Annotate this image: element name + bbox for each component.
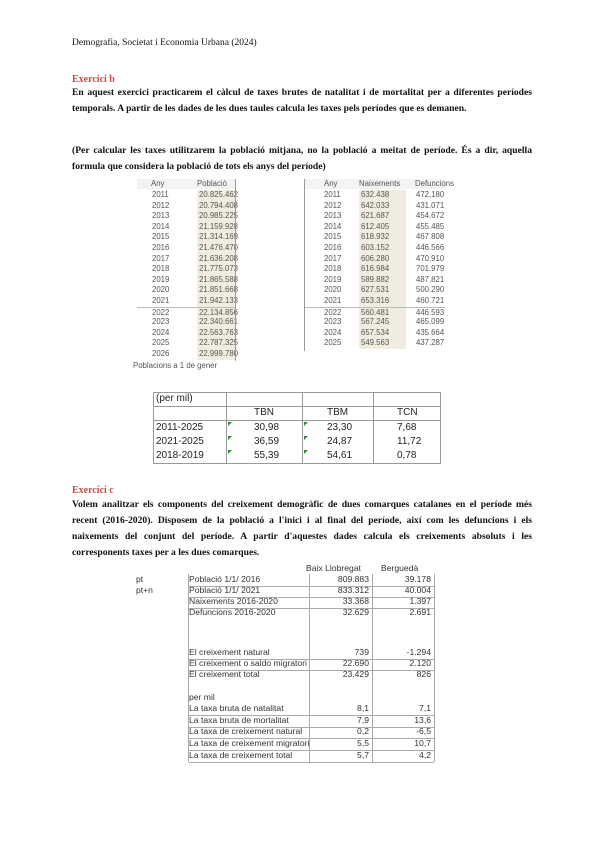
cell-flag-icon	[228, 436, 232, 440]
population-row	[137, 190, 239, 201]
header-tcn: TCN	[397, 407, 418, 418]
vital-row	[304, 338, 446, 349]
deaths-value: 446.566	[416, 243, 445, 252]
deaths-value: 437.287	[416, 338, 445, 348]
exercise-b-title: Exercici b	[72, 74, 115, 85]
births-value: 642.033	[359, 201, 406, 212]
population-value: 20.985.225	[199, 211, 239, 221]
value-bergueda: 39.178	[404, 574, 431, 584]
value-bergueda: 40.004	[404, 585, 431, 595]
row-label: El creixement o saldo migratori	[189, 658, 307, 668]
vital-year: 2016	[324, 243, 342, 252]
population-year: 2023	[152, 317, 170, 327]
rates-value: 36,59	[254, 436, 280, 447]
deaths-value: 455.485	[416, 221, 445, 231]
vital-row	[304, 275, 446, 286]
row-label: El creixement natural	[189, 647, 270, 657]
rates-unit: (per mil)	[156, 393, 193, 404]
deaths-value: 446.593	[416, 307, 445, 317]
population-year: 2015	[152, 232, 170, 242]
column-divider	[372, 574, 373, 762]
rates-table	[153, 392, 441, 464]
population-row	[137, 349, 239, 360]
header-tbm: TBM	[327, 407, 349, 418]
row-label: Naixements 2016-2020	[189, 596, 278, 606]
population-value: 21.159.928	[199, 221, 239, 231]
population-year: 2014	[152, 221, 170, 231]
births-value: 657.534	[359, 328, 406, 339]
deaths-value: 467.808	[416, 232, 445, 242]
exercise-b-paragraph-1: En aquest exercici practicarem el càlcul de taxes brutes de natalitat i de mortalitat per a diferentes períodes temporals. A partir de les dades de les dues taules calcula les taxes pels períodes que es demanen.	[72, 87, 532, 114]
row-label: La taxa de creixement total	[189, 750, 293, 760]
population-value: 22.563.763	[199, 327, 239, 337]
population-value: 22.340.661	[199, 317, 239, 327]
population-value: 20.794.408	[199, 200, 239, 210]
row-key: pt+n	[136, 585, 153, 595]
cell-flag-icon	[304, 422, 308, 426]
rates-value: 30,98	[254, 422, 280, 433]
deaths-value: 460.721	[416, 296, 445, 305]
value-bergueda: 1.397	[409, 596, 431, 606]
rates-value: 23,30	[327, 422, 353, 433]
births-value: 612.405	[359, 222, 406, 233]
value-bergueda: -1.294	[406, 647, 431, 657]
row-key: pt	[136, 574, 144, 584]
population-value: 21.851.668	[199, 285, 239, 295]
value-bergueda: 13,6	[414, 715, 431, 725]
population-value: 20.825.462	[199, 190, 239, 199]
row-label: La taxa bruta de natalitat	[189, 703, 284, 713]
population-row	[137, 243, 239, 254]
births-value: 616.984	[359, 264, 406, 275]
row-label: La taxa de creixement migratori	[189, 738, 310, 748]
value-baix-llobregat: 22.690	[342, 658, 369, 668]
vital-row	[304, 232, 446, 243]
value-baix-llobregat: 809.883	[337, 574, 369, 584]
deaths-value: 487.821	[416, 274, 445, 284]
value-bergueda: -6,5	[416, 726, 431, 736]
vital-row	[304, 296, 446, 307]
vital-row	[304, 211, 446, 222]
value-baix-llobregat: 833.312	[337, 585, 369, 595]
vital-year: 2025	[324, 338, 342, 348]
population-year: 2021	[152, 296, 170, 305]
population-value: 21.314.169	[199, 232, 239, 242]
population-row	[137, 211, 239, 222]
document-header: Demografia, Societat i Economia Urbana (2024)	[72, 38, 257, 48]
value-bergueda: 7,1	[419, 703, 431, 713]
vital-year: 2014	[324, 221, 342, 231]
population-row	[137, 274, 239, 286]
population-row	[137, 338, 239, 349]
vital-year: 2017	[324, 253, 342, 263]
row-label: Població 1/1/ 2016	[189, 574, 261, 584]
population-year: 2011	[152, 190, 169, 199]
vital-year: 2015	[324, 232, 342, 242]
header-any: Any	[324, 179, 338, 188]
population-year: 2018	[152, 264, 170, 274]
header-poblacio: Població	[197, 179, 227, 188]
row-label: Població 1/1/ 2021	[189, 585, 261, 595]
vital-row	[304, 254, 446, 265]
rates-value: 55,39	[254, 450, 280, 461]
population-row	[137, 317, 239, 328]
population-row	[137, 232, 239, 243]
value-bergueda: 4,2	[419, 750, 431, 760]
value-baix-llobregat: 739	[354, 647, 369, 657]
value-baix-llobregat: 32.629	[342, 607, 369, 617]
cell-flag-icon	[228, 450, 232, 454]
vital-year: 2022	[324, 307, 342, 317]
population-value: 22.787.325	[199, 338, 239, 348]
rates-period: 2021-2025	[156, 436, 204, 447]
cell-flag-icon	[304, 436, 308, 440]
value-baix-llobregat	[306, 692, 369, 704]
column-divider	[309, 574, 310, 762]
vital-row	[304, 328, 446, 339]
births-value: 632.438	[359, 190, 406, 201]
value-baix-llobregat: 5,5	[357, 738, 369, 748]
population-value: 21.775.073	[199, 264, 239, 274]
value-bergueda: 2.120	[409, 658, 431, 668]
cell-flag-icon	[228, 422, 232, 426]
vital-row	[304, 264, 446, 275]
rates-value: 7,68	[397, 422, 417, 433]
population-value: 21.942.133	[199, 296, 239, 305]
population-row	[137, 221, 239, 233]
value-bergueda: 2.691	[409, 607, 431, 617]
row-label: La taxa de creixement natural	[189, 726, 303, 736]
exercise-b-paragraph-2: (Per calcular les taxes utilitzarem la població mitjana, no la població a meitat de període. És a dir, aquella formula que considera la població de tots els anys del període)	[72, 145, 532, 172]
value-bergueda: 10,7	[414, 738, 431, 748]
vital-row	[304, 317, 446, 328]
column-divider	[188, 574, 189, 762]
vital-year: 2024	[324, 327, 342, 337]
population-note: Poblacions a 1 de gener	[133, 361, 218, 370]
vital-row	[304, 307, 446, 318]
births-value: 606.280	[359, 254, 406, 265]
population-year: 2022	[152, 307, 170, 317]
rates-value: 24,87	[327, 436, 353, 447]
population-row	[137, 253, 239, 265]
rates-period: 2018-2019	[156, 450, 204, 461]
header-baix-llobregat: Baix Llobregat	[306, 563, 361, 573]
births-value: 560.481	[359, 308, 406, 318]
vital-year: 2013	[324, 211, 342, 221]
column-divider	[434, 574, 435, 762]
value-baix-llobregat: 0,2	[357, 726, 369, 736]
row-divider	[189, 762, 434, 763]
vital-year: 2011	[324, 190, 341, 199]
value-bergueda	[376, 692, 431, 704]
rates-value: 54,61	[327, 450, 353, 461]
population-year: 2016	[152, 243, 170, 252]
population-value: 21.636.208	[199, 253, 239, 263]
population-value: 21.865.588	[199, 274, 239, 284]
row-label: La taxa bruta de mortalitat	[189, 715, 289, 725]
vital-year: 2023	[324, 317, 342, 327]
population-row	[137, 285, 239, 296]
vital-statistics-table	[304, 179, 455, 351]
vital-table-header	[304, 179, 455, 189]
births-value: 618.932	[359, 232, 406, 243]
births-value: 627.531	[359, 285, 406, 296]
cell-flag-icon	[304, 450, 308, 454]
population-row	[137, 327, 239, 339]
header-tbn: TBN	[254, 407, 274, 418]
vital-year: 2021	[324, 296, 342, 305]
births-value: 589.882	[359, 275, 406, 286]
population-value: 21.476.470	[199, 243, 239, 252]
deaths-value: 500.290	[416, 285, 445, 295]
population-row	[137, 307, 239, 318]
header-bergueda: Berguedà	[381, 563, 419, 573]
row-label: El creixement total	[189, 669, 260, 679]
population-row	[137, 296, 239, 307]
comarques-table	[136, 563, 436, 763]
vital-year: 2020	[324, 285, 342, 295]
deaths-value: 701.979	[416, 264, 445, 274]
population-year: 2017	[152, 253, 170, 263]
population-row	[137, 200, 239, 212]
vital-row	[304, 190, 446, 201]
deaths-value: 431.071	[416, 200, 445, 210]
value-baix-llobregat: 8,1	[357, 703, 369, 713]
population-year: 2019	[152, 274, 170, 284]
deaths-value: 470.910	[416, 253, 445, 263]
vital-year: 2012	[324, 200, 342, 210]
population-row	[137, 264, 239, 275]
value-bergueda: 826	[416, 669, 431, 679]
exercise-c-title: Exercici c	[72, 485, 114, 496]
population-table	[137, 179, 239, 371]
vital-row	[304, 243, 446, 254]
population-year: 2013	[152, 211, 170, 221]
vital-row	[304, 201, 446, 212]
row-label: per mil	[189, 692, 215, 702]
vital-table-left-border	[304, 179, 305, 351]
value-baix-llobregat: 5,7	[357, 750, 369, 760]
births-value: 621.687	[359, 211, 406, 222]
rates-period: 2011-2025	[156, 422, 204, 433]
vital-row	[304, 285, 446, 296]
row-label: Defuncions 2016-2020	[189, 607, 276, 617]
value-baix-llobregat: 23.429	[342, 669, 369, 679]
population-year: 2025	[152, 338, 170, 348]
births-value: 549.563	[359, 338, 406, 349]
deaths-value: 435.664	[416, 327, 445, 337]
header-any: Any	[151, 179, 165, 188]
rates-value: 0,78	[397, 450, 417, 461]
header-defuncions: Defuncions	[415, 179, 455, 188]
value-baix-llobregat: 7,9	[357, 715, 369, 725]
deaths-value: 465.099	[416, 317, 445, 327]
vital-row	[304, 222, 446, 233]
births-value: 603.152	[359, 243, 406, 254]
population-value: 22.134.856	[199, 307, 239, 317]
population-year: 2012	[152, 200, 170, 210]
population-year: 2026	[152, 349, 170, 358]
population-value: 22.999.780	[199, 349, 239, 358]
vital-year: 2019	[324, 274, 342, 284]
population-table-header	[137, 179, 236, 189]
deaths-value: 454.672	[416, 211, 445, 221]
deaths-value: 472.180	[416, 190, 445, 199]
rates-value: 11,72	[397, 436, 422, 447]
header-naixements: Naixements	[359, 179, 401, 188]
vital-year: 2018	[324, 264, 342, 274]
value-baix-llobregat: 33.368	[342, 596, 369, 606]
population-table-right-border	[235, 179, 236, 361]
population-year: 2020	[152, 285, 170, 295]
births-value: 653.316	[359, 296, 406, 307]
exercise-c-paragraph: Volem analitzar els components del creixement demogràfic de dues comarques catalanes en el període més recent (2016-2020). Disposem de la població a l'inici i al final del període, així com les defuncions i els naixements del conjunt del període. A partir d'aquestes dades calcula els creixements absoluts i les corresponents taxes per a les dues comarques.	[72, 499, 532, 558]
population-year: 2024	[152, 327, 170, 337]
births-value: 567.245	[359, 317, 406, 328]
